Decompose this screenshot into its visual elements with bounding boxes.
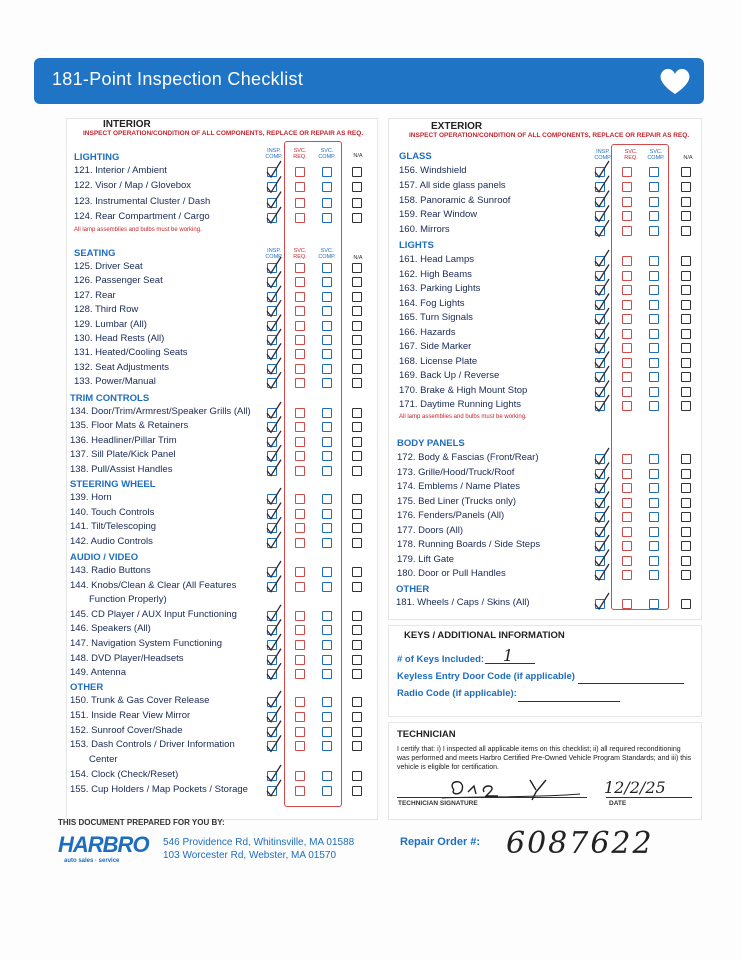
check-mark-trim-3	[267, 445, 281, 461]
check-mark-body-4	[595, 506, 609, 522]
exterior-subtitle: INSPECT OPERATION/CONDITION OF ALL COMPONENTS, REPLACE OR REPAIR AS REQ.	[409, 132, 690, 139]
seating-col-svc-comp: SVC. COMP.	[318, 248, 336, 260]
harbro-logo: HARBRO	[58, 832, 149, 857]
check-mark-lights-8	[595, 366, 609, 382]
checklist-item-lights-7: 168. License Plate	[399, 355, 478, 367]
checklist-item-body-6: 178. Running Boards / Side Steps	[397, 539, 541, 550]
check-mark-lights-3	[595, 294, 609, 310]
checklist-item-audio-1: 144. Knobs/Clean & Clear (All Features	[70, 579, 237, 591]
check-mark-audio-7	[267, 663, 281, 679]
exterior-col-svc-req: SVC. REQ.	[624, 149, 638, 161]
checklist-item-glass-3: 159. Rear Window	[399, 209, 478, 221]
check-mark-int-other-5	[267, 765, 281, 781]
check-mark-lighting-2	[267, 192, 281, 208]
check-mark-glass-3	[595, 205, 609, 221]
radio-label: Radio Code (if applicable):	[397, 688, 517, 699]
check-mark-trim-1	[267, 416, 281, 432]
check-mark-lights-7	[595, 352, 609, 368]
checklist-item-body-7: 179. Lift Gate	[397, 553, 455, 565]
page-title: 181-Point Inspection Checklist	[52, 69, 304, 89]
check-mark-lights-2	[595, 279, 609, 295]
group-lights: LIGHTS	[399, 240, 434, 251]
checklist-item-lights-3: 164. Fog Lights	[399, 297, 465, 309]
check-mark-ext-other-0	[595, 593, 609, 609]
check-mark-steering-1	[267, 503, 281, 519]
exterior-title: EXTERIOR	[431, 121, 483, 132]
check-mark-seating-0	[267, 257, 281, 273]
checklist-item-lights-5: 166. Hazards	[399, 326, 456, 338]
check-mark-int-other-0	[267, 691, 281, 707]
checklist-item-seating-8: 133. Power/Manual	[74, 376, 156, 388]
checklist-item-int-other-6: 155. Cup Holders / Map Pockets / Storage	[70, 783, 248, 795]
check-mark-glass-0	[595, 161, 609, 177]
checklist-item-body-2: 174. Emblems / Name Plates	[397, 481, 521, 492]
interior-title: INTERIOR	[103, 119, 151, 130]
signature-label: TECHNICIAN SIGNATURE	[398, 800, 478, 807]
check-mark-lights-5	[595, 323, 609, 339]
check-mark-lights-0	[595, 250, 609, 266]
interior-col-insp: INSP. COMP.	[265, 148, 283, 160]
checklist-item-body-1: 173. Grille/Hood/Truck/Roof	[397, 466, 515, 478]
checklist-item-lights-10: 171. Daytime Running Lights	[399, 399, 521, 410]
checklist-item-body-4: 176. Fenders/Panels (All)	[397, 510, 505, 521]
check-mark-int-other-6	[267, 780, 281, 796]
check-mark-audio-6	[267, 649, 281, 665]
check-mark-glass-2	[595, 191, 609, 207]
checklist-item-seating-7: 132. Seat Adjustments	[74, 361, 170, 373]
check-mark-lighting-1	[267, 176, 281, 192]
checklist-item-trim-4: 138. Pull/Assist Handles	[70, 463, 173, 475]
checklist-item-glass-0: 156. Windshield	[399, 165, 467, 176]
checklist-item-int-other-2: 152. Sunroof Cover/Shade	[70, 724, 183, 736]
checklist-item-trim-3: 137. Sill Plate/Kick Panel	[70, 449, 176, 461]
checklist-item-glass-1: 157. All side glass panels	[399, 179, 506, 191]
checklist-item-seating-1: 126. Passenger Seat	[74, 275, 163, 287]
checklist-item-seating-0: 125. Driver Seat	[74, 261, 143, 272]
repair-order-value: 6087622	[506, 826, 654, 861]
check-mark-int-other-1	[267, 706, 281, 722]
check-mark-body-3	[595, 492, 609, 508]
checklist-item-lights-2: 163. Parking Lights	[399, 283, 481, 294]
certify-text: I certify that: i) I inspected all applicable items on this checklist; ii) all required reconditioning was performed and meets Harbro Certified Pre-Owned Vehicle Program Standards; and iii) this vehicle is eligible for certification.	[397, 746, 692, 771]
checklist-item-audio-6: 148. DVD Player/Headsets	[70, 652, 184, 664]
checklist-item-audio-4: 146. Speakers (All)	[70, 623, 151, 635]
checklist-item-glass-2: 158. Panoramic & Sunroof	[399, 194, 511, 206]
group-seating: SEATING	[74, 248, 116, 259]
exterior-col-insp: INSP. COMP.	[594, 149, 612, 161]
checklist-item-int-other-1: 151. Inside Rear View Mirror	[70, 709, 191, 721]
checklist-item-lighting-0: 121. Interior / Ambient	[74, 165, 167, 176]
checklist-item-trim-0: 134. Door/Trim/Armrest/Speaker Grills (All)	[70, 406, 251, 417]
checklist-item-steering-2: 141. Tilt/Telescoping	[70, 521, 157, 533]
check-mark-body-5	[595, 521, 609, 537]
check-mark-lights-6	[595, 337, 609, 353]
technician-title: TECHNICIAN	[397, 729, 456, 740]
checklist-item-glass-4: 160. Mirrors	[399, 224, 450, 236]
seating-col-insp: INSP. COMP.	[265, 248, 283, 260]
lights-note: All lamp assemblies and bulbs must be working.	[399, 414, 527, 420]
checklist-item-int-other-4: Center	[89, 754, 118, 766]
checklist-item-lighting-3: 124. Rear Compartment / Cargo	[74, 210, 210, 222]
check-mark-lighting-3	[267, 207, 281, 223]
num-keys-label: # of Keys Included:	[397, 654, 485, 665]
check-mark-trim-0	[267, 402, 281, 418]
checklist-item-seating-4: 129. Lumbar (All)	[74, 318, 147, 330]
check-mark-lights-10	[595, 395, 609, 411]
keys-title: KEYS / ADDITIONAL INFORMATION	[404, 630, 565, 641]
checklist-item-steering-0: 139. Horn	[70, 492, 112, 503]
interior-subtitle: INSPECT OPERATION/CONDITION OF ALL COMPONENTS, REPLACE OR REPAIR AS REQ.	[83, 130, 364, 137]
checklist-item-audio-3: 145. CD Player / AUX Input Functioning	[70, 608, 237, 620]
check-mark-seating-8	[267, 372, 281, 388]
group-exterior-other: OTHER	[396, 584, 430, 595]
interior-col-svc-comp: SVC. COMP.	[318, 148, 336, 160]
checklist-item-seating-5: 130. Head Rests (All)	[74, 333, 165, 344]
group-interior-other: OTHER	[70, 682, 104, 693]
checklist-item-lights-8: 169. Back Up / Reverse	[399, 370, 500, 381]
check-mark-int-other-2	[267, 721, 281, 737]
checklist-item-trim-1: 135. Floor Mats & Retainers	[70, 420, 189, 432]
check-mark-body-2	[595, 477, 609, 493]
interior-col-svc-req: SVC. REQ.	[293, 148, 307, 160]
interior-col-na: N/A	[353, 153, 363, 159]
check-mark-audio-1	[267, 576, 281, 592]
checklist-item-lights-9: 170. Brake & High Mount Stop	[399, 384, 528, 396]
check-mark-body-8	[595, 564, 609, 580]
checklist-item-ext-other-0: 181. Wheels / Caps / Skins (All)	[396, 597, 530, 608]
checklist-item-lights-6: 167. Side Marker	[399, 341, 472, 352]
group-audio: AUDIO / VIDEO	[70, 552, 139, 563]
group-glass: GLASS	[399, 151, 432, 162]
checklist-item-seating-6: 131. Heated/Cooling Seats	[74, 347, 188, 359]
check-mark-glass-4	[595, 220, 609, 236]
check-mark-audio-3	[267, 605, 281, 621]
check-mark-seating-6	[267, 343, 281, 359]
group-trim: TRIM CONTROLS	[70, 393, 150, 404]
check-mark-seating-4	[267, 315, 281, 331]
check-mark-int-other-3	[267, 735, 281, 751]
checklist-item-trim-2: 136. Headliner/Pillar Trim	[70, 434, 177, 446]
check-mark-body-6	[595, 535, 609, 551]
group-body: BODY PANELS	[397, 438, 465, 449]
check-mark-body-1	[595, 463, 609, 479]
checklist-item-audio-0: 143. Radio Buttons	[70, 565, 151, 576]
checklist-item-audio-7: 149. Antenna	[70, 667, 126, 679]
exterior-col-na: N/A	[683, 155, 693, 161]
check-mark-lights-4	[595, 308, 609, 324]
checklist-item-body-0: 172. Body & Fascias (Front/Rear)	[397, 452, 539, 463]
seating-col-svc-req: SVC. REQ.	[293, 248, 307, 260]
checklist-item-steering-1: 140. Touch Controls	[70, 506, 155, 518]
checklist-item-int-other-0: 150. Trunk & Gas Cover Release	[70, 695, 210, 706]
harbro-logo-sub: auto sales · service	[64, 858, 120, 864]
check-mark-steering-3	[267, 532, 281, 548]
checklist-item-audio-5: 147. Navigation System Functioning	[70, 638, 223, 649]
keyless-label: Keyless Entry Door Code (if applicable)	[397, 671, 575, 682]
check-mark-seating-3	[267, 300, 281, 316]
checklist-item-body-5: 177. Doors (All)	[397, 524, 463, 536]
check-mark-trim-4	[267, 460, 281, 476]
checklist-item-lighting-1: 122. Visor / Map / Glovebox	[74, 180, 192, 192]
group-lighting: LIGHTING	[74, 152, 120, 163]
check-mark-audio-0	[267, 561, 281, 577]
check-mark-seating-2	[267, 286, 281, 302]
repair-order-label: Repair Order #:	[400, 836, 481, 848]
check-mark-lights-9	[595, 381, 609, 397]
checklist-item-lighting-2: 123. Instrumental Cluster / Dash	[74, 195, 211, 207]
check-mark-audio-4	[267, 619, 281, 635]
checklist-item-lights-0: 161. Head Lamps	[399, 254, 474, 265]
check-mark-body-7	[595, 550, 609, 566]
exterior-col-svc-comp: SVC. COMP.	[647, 149, 665, 161]
check-mark-seating-5	[267, 329, 281, 345]
prepared-by: THIS DOCUMENT PREPARED FOR YOU BY:	[58, 818, 225, 827]
address-1: 546 Providence Rd, Whitinsville, MA 01588	[163, 837, 355, 848]
check-mark-lights-1	[595, 265, 609, 281]
check-mark-trim-2	[267, 431, 281, 447]
num-keys-value[interactable]: 1	[503, 646, 514, 665]
checklist-item-int-other-5: 154. Clock (Check/Reset)	[70, 769, 179, 780]
checklist-item-lights-1: 162. High Beams	[399, 268, 472, 280]
checklist-item-lights-4: 165. Turn Signals	[399, 312, 473, 323]
date-value: 12/2/25	[604, 778, 666, 797]
check-mark-seating-7	[267, 358, 281, 374]
address-2: 103 Worcester Rd, Webster, MA 01570	[163, 850, 337, 861]
checklist-item-seating-2: 127. Rear	[74, 289, 116, 301]
lighting-note: All lamp assemblies and bulbs must be working.	[74, 227, 202, 233]
check-mark-steering-2	[267, 517, 281, 533]
seating-col-na: N/A	[353, 255, 363, 261]
check-mark-audio-5	[267, 634, 281, 650]
check-mark-glass-1	[595, 176, 609, 192]
checklist-item-audio-2: Function Properly)	[89, 594, 167, 606]
check-mark-seating-1	[267, 271, 281, 287]
checklist-item-body-3: 175. Bed Liner (Trucks only)	[397, 495, 516, 507]
checklist-item-int-other-3: 153. Dash Controls / Driver Information	[70, 739, 235, 751]
checklist-item-steering-3: 142. Audio Controls	[70, 535, 153, 547]
group-steering: STEERING WHEEL	[70, 479, 156, 490]
check-mark-lighting-0	[267, 161, 281, 177]
check-mark-steering-0	[267, 488, 281, 504]
checklist-item-seating-3: 128. Third Row	[74, 304, 139, 316]
date-label: DATE	[609, 800, 627, 807]
checklist-item-body-8: 180. Door or Pull Handles	[397, 568, 506, 579]
check-mark-body-0	[595, 448, 609, 464]
